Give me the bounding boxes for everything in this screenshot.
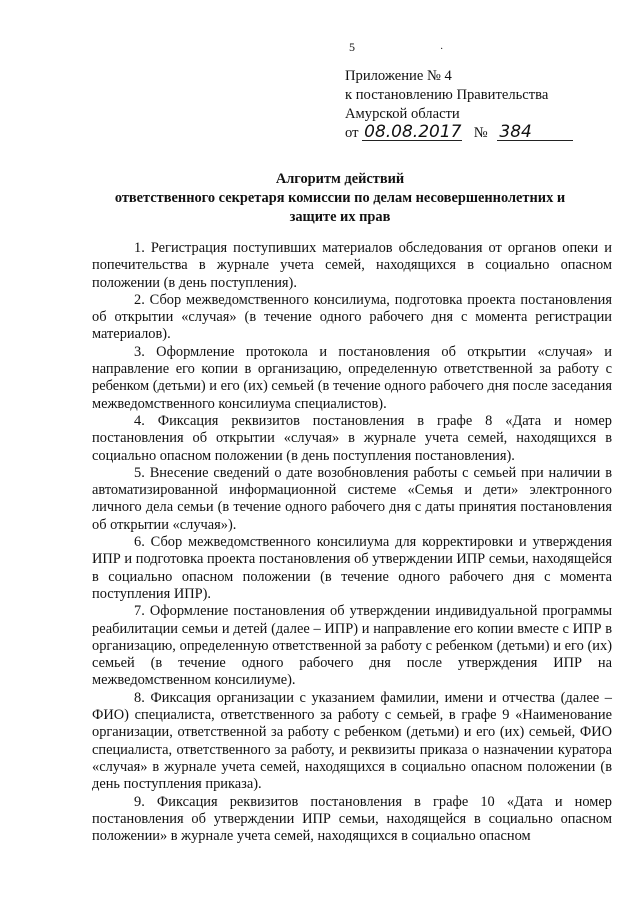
paragraph-6: 6. Сбор межведомственного консилиума для корректировки и утверждения ИПР и подготовка проекта постановления об утверждении ИПР семьи, находящейся в социально опасном положении (в течение одного рабочего дня с момента поступления ИПР). xyxy=(92,534,612,602)
number-sign: № xyxy=(473,125,488,141)
document-body xyxy=(92,240,612,845)
paragraph-3: 3. Оформление протокола и постановления об открытии «случая» и направление его копии в организацию, определенную ответственной за работу с ребенком (детьми) и его (их) семьей (в течение одного рабочего дня после заседания межведомственного консилиума специалистов). xyxy=(92,343,612,412)
paragraph-2: 2. Сбор межведомственного консилиума, подготовка проекта постановления об открытии «случая» (в течение одного рабочего дня с момента регистрации материалов). xyxy=(92,291,612,343)
paragraph-1: 1. Регистрация поступивших материалов обследования от органов опеки и попечительства в журнале учета семей, находящихся в социально опасном положении (в день поступления). xyxy=(92,240,612,291)
title-line-3: защите их прав xyxy=(289,209,391,225)
header-line-1: Приложение № 4 xyxy=(345,68,452,84)
title-line-1: Алгоритм действий xyxy=(275,171,405,187)
paragraph-4: 4. Фиксация реквизитов постановления в графе 8 «Дата и номер постановления об открытии «случая» в журнале учета семей, находящихся в социально опасном положении (в день поступления постановления). xyxy=(92,412,612,464)
date-prefix: от xyxy=(345,125,359,141)
page-number: 5 xyxy=(349,40,355,54)
document-title xyxy=(60,170,620,227)
handwritten-date: 08.08.2017 xyxy=(364,122,462,142)
scan-dot: · xyxy=(440,44,444,55)
paragraph-9: 9. Фиксация реквизитов постановления в графе 10 «Дата и номер постановления об утверждении ИПР семьи, находящейся в социально опасном положении» в журнале учета семей, находящихся в социально опасном xyxy=(92,793,612,845)
paragraph-8: 8. Фиксация организации с указанием фамилии, имени и отчества (далее – ФИО) специалиста, ответственного за работу с семьей, в графе 9 «Наименование организации, ответственной за работу с ребенком (детьми) и его (их) семьей, ФИО специалиста, ответственного за работу, и реквизиты приказа о назначении куратора «случая» в журнале учета семей, находящихся в социально опасном положении (в день поступления приказа). xyxy=(92,689,612,793)
header-date-line xyxy=(345,124,625,143)
title-line-2: ответственного секретаря комиссии по делам несовершеннолетних и xyxy=(114,190,566,206)
paragraph-5: 5. Внесение сведений о дате возобновления работы с семьей при наличии в автоматизированной информационной системе «Семья и дети» электронного личного дела семьи (в течение одного рабочего дня с даты принятия постановления об открытии «случая»). xyxy=(92,464,612,533)
paragraph-7: 7. Оформление постановления об утверждении индивидуальной программы реабилитации семьи и детей (далее – ИПР) и направление его копии вместе с ИПР в организацию, определенную ответственной за работу с ребенком (детьми) и его (их) семьей (в течение одного рабочего дня после утверждения ИПР на межведомственном консилиуме). xyxy=(92,603,612,689)
appendix-header xyxy=(345,67,625,143)
handwritten-number: 384 xyxy=(497,124,573,141)
header-line-2: к постановлению Правительства xyxy=(345,87,549,103)
header-line-3: Амурской области xyxy=(345,106,460,122)
